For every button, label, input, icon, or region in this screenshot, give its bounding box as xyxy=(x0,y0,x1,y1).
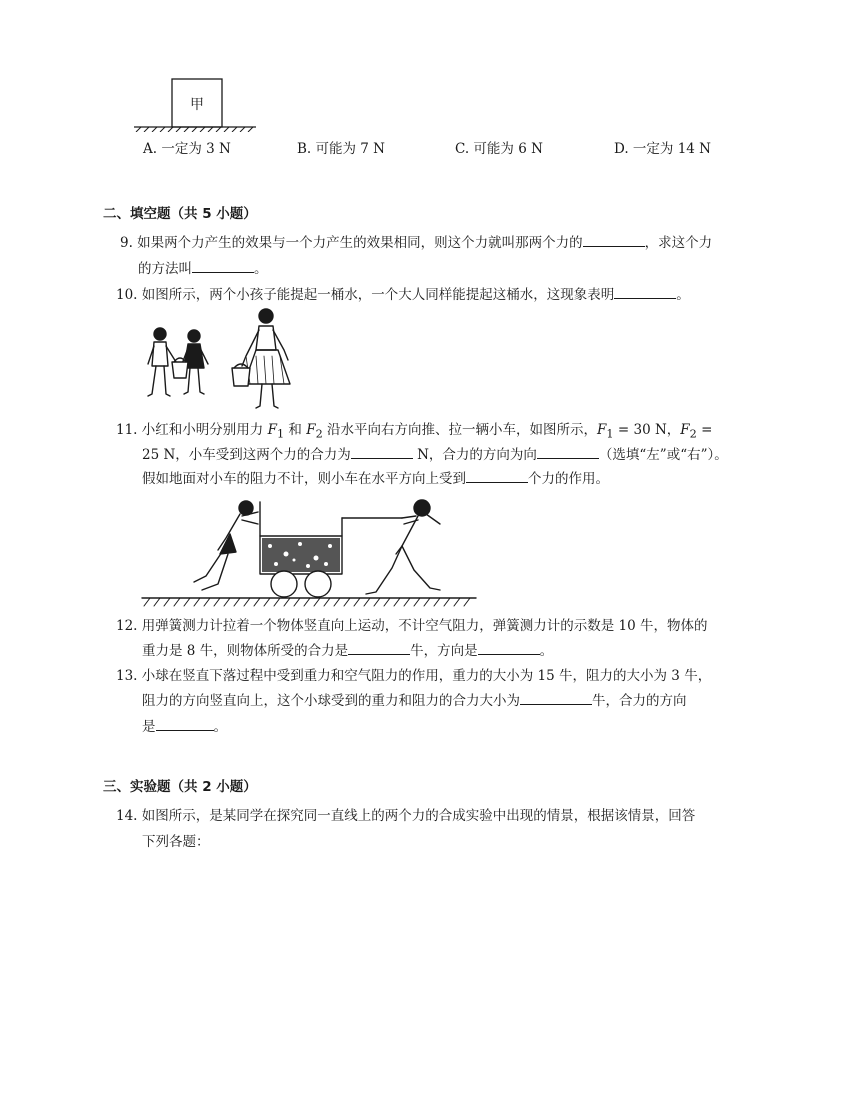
q14-line1: 14. 如图所示，是某同学在探究同一直线上的两个力的合成实验中出现的情景，根据该情景，回答 xyxy=(116,808,696,824)
q11-line3: 假如地面对小车的阻力不计，则小车在水平方向上受到 个力的作用。 xyxy=(142,468,609,489)
q9-blank2[interactable] xyxy=(192,258,254,273)
q9-line2: 的方法叫 。 xyxy=(138,258,268,279)
section-title-experiment: 三、实验题（共 2 小题） xyxy=(103,779,257,795)
q12-line1: 12. 用弹簧测力计拉着一个物体竖直向上运动，不计空气阻力，弹簧测力计的示数是 10 牛，物体的 xyxy=(116,618,708,634)
q11-blank1[interactable] xyxy=(351,444,413,459)
q11-figure-cart xyxy=(140,494,480,612)
q10-blank1[interactable] xyxy=(614,284,676,299)
q9-blank1[interactable] xyxy=(583,232,645,247)
q12-line2: 重力是 8 牛，则物体所受的合力是 牛，方向是 。 xyxy=(142,640,553,661)
section-title-fill-in: 二、填空题（共 5 小题） xyxy=(103,206,257,222)
q13-line2: 阻力的方向竖直向上，这个小球受到的重力和阻力的合力大小为 牛，合力的方向 xyxy=(142,690,687,711)
q11-blank2[interactable] xyxy=(537,444,599,459)
option-b[interactable]: B. 可能为 7 N xyxy=(297,141,385,157)
option-a[interactable]: A. 一定为 3 N xyxy=(143,141,231,157)
q11-blank3[interactable] xyxy=(466,468,528,483)
q12-blank2[interactable] xyxy=(478,640,540,655)
q11-line1: 11. 小红和小明分别用力 $F_1$ 和 $F_2$ 沿水平向右方向推、拉一辆小车，如图所示，$F_1 = 30$ N，$F_2$ = xyxy=(116,422,713,441)
option-d[interactable]: D. 一定为 14 N xyxy=(614,141,711,157)
q11-line2: 25 N，小车受到这两个力的合力为 N，合力的方向为向 （选填“左”或“右”）。 xyxy=(142,444,728,465)
option-c[interactable]: C. 可能为 6 N xyxy=(455,141,543,157)
q13-line1: 13. 小球在竖直下落过程中受到重力和空气阻力的作用，重力的大小为 15 牛，阻力的大小为 3 牛， xyxy=(116,668,712,684)
q12-blank1[interactable] xyxy=(348,640,410,655)
q9-line1: 9. 如果两个力产生的效果与一个力产生的效果相同，则这个力就叫那两个力的 ，求这个力 xyxy=(120,232,712,253)
q10-figure-children-adult xyxy=(138,306,298,414)
q13-line3: 是 。 xyxy=(142,716,227,737)
q8-figure xyxy=(130,76,260,132)
q10-line1: 10. 如图所示，两个小孩子能提起一桶水，一个大人同样能提起这桶水，这现象表明 。 xyxy=(116,284,690,305)
q13-blank2[interactable] xyxy=(156,716,214,731)
q14-line2: 下列各题： xyxy=(142,834,210,850)
q13-blank1[interactable] xyxy=(520,690,592,705)
box-label-jia: 甲 xyxy=(190,97,204,113)
